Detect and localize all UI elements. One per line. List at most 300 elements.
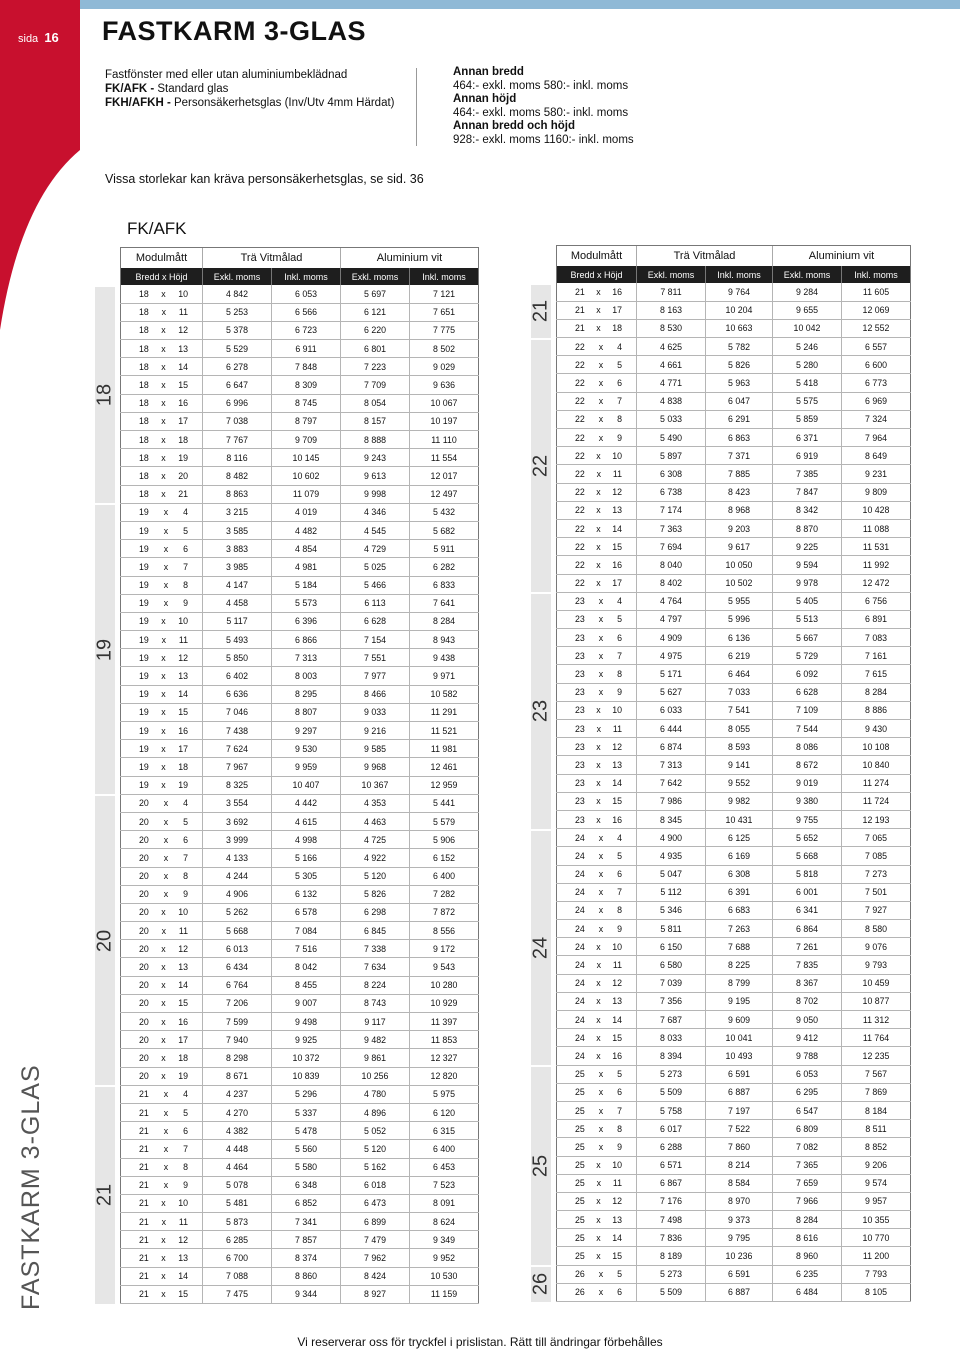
size-cell: 20 x 10 [121, 903, 203, 921]
tra-exkl-cell: 4 133 [203, 849, 272, 867]
tra-inkl-cell: 6 125 [706, 829, 773, 847]
size-cell: 24 x 14 [557, 1011, 637, 1029]
header-alu: Aluminium vit [341, 248, 479, 269]
size-cell: 25 x 6 [557, 1083, 637, 1101]
table-row [557, 901, 911, 919]
group-label: 24 [529, 936, 552, 959]
alu-inkl-cell: 8 556 [410, 922, 479, 940]
table-row [557, 920, 911, 938]
alu-exkl-cell: 6 801 [341, 340, 410, 358]
extra-price-info: Annan bredd 464:- exkl. moms 580:- inkl. moms Annan höjd 464:- exkl. moms 580:- inkl. moms Annan bredd och höjd 928:- exkl. moms 1160:- inkl. moms [453, 66, 634, 146]
alu-exkl-cell: 6 628 [341, 612, 410, 630]
tra-inkl-cell: 7 263 [706, 920, 773, 938]
tra-exkl-cell: 5 273 [637, 1265, 706, 1283]
alu-exkl-cell: 6 121 [341, 303, 410, 321]
tra-exkl-cell: 5 078 [203, 1176, 272, 1194]
table-row [121, 340, 479, 358]
table-row [121, 849, 479, 867]
alu-exkl-cell: 6 298 [341, 903, 410, 921]
size-cell: 22 x 11 [557, 465, 637, 483]
tra-inkl-cell: 5 782 [706, 338, 773, 356]
table-row [557, 319, 911, 337]
tra-exkl-cell: 5 897 [637, 447, 706, 465]
tra-exkl-cell: 6 444 [637, 720, 706, 738]
table-row [557, 610, 911, 628]
header-modulmatt: Modulmått [121, 248, 203, 269]
alu-inkl-cell: 12 472 [842, 574, 911, 592]
tra-inkl-cell: 8 042 [272, 958, 341, 976]
size-cell: 22 x 13 [557, 501, 637, 519]
tra-exkl-cell: 4 842 [203, 285, 272, 303]
tra-exkl-cell: 7 088 [203, 1267, 272, 1285]
size-cell: 21 x 17 [557, 301, 637, 319]
alu-inkl-cell: 9 957 [842, 1192, 911, 1210]
tra-inkl-cell: 8 797 [272, 412, 341, 430]
size-cell: 22 x 15 [557, 538, 637, 556]
table-row [121, 394, 479, 412]
tra-inkl-cell: 7 516 [272, 940, 341, 958]
tra-exkl-cell: 4 764 [637, 592, 706, 610]
alu-exkl-cell: 8 466 [341, 685, 410, 703]
size-cell: 21 x 16 [557, 283, 637, 301]
size-cell: 24 x 11 [557, 956, 637, 974]
alu-inkl-cell: 11 088 [842, 519, 911, 537]
size-cell: 22 x 6 [557, 374, 637, 392]
tra-exkl-cell: 5 509 [637, 1083, 706, 1101]
width-group [531, 1265, 551, 1301]
size-cell: 24 x 13 [557, 992, 637, 1010]
tra-exkl-cell: 6 580 [637, 956, 706, 974]
table-row [557, 683, 911, 701]
alu-exkl-cell: 4 729 [341, 540, 410, 558]
size-cell: 19 x 18 [121, 758, 203, 776]
tra-inkl-cell: 6 464 [706, 665, 773, 683]
tra-exkl-cell: 8 863 [203, 485, 272, 503]
alu-inkl-cell: 10 840 [842, 756, 911, 774]
tra-exkl-cell: 7 498 [637, 1211, 706, 1229]
size-cell: 21 x 8 [121, 1158, 203, 1176]
tra-inkl-cell: 6 132 [272, 885, 341, 903]
tra-inkl-cell: 8 860 [272, 1267, 341, 1285]
alu-exkl-cell: 6 018 [341, 1176, 410, 1194]
size-cell: 24 x 16 [557, 1047, 637, 1065]
tra-inkl-cell: 8 374 [272, 1249, 341, 1267]
table-row [121, 431, 479, 449]
tra-inkl-cell: 6 683 [706, 901, 773, 919]
alu-exkl-cell: 5 120 [341, 867, 410, 885]
tra-exkl-cell: 6 402 [203, 667, 272, 685]
alu-inkl-cell: 10 197 [410, 412, 479, 430]
divider [416, 68, 417, 146]
alu-exkl-cell: 7 966 [773, 1192, 842, 1210]
alu-exkl-cell: 4 896 [341, 1103, 410, 1121]
tra-inkl-cell: 10 431 [706, 810, 773, 828]
tra-inkl-cell: 10 236 [706, 1247, 773, 1265]
table-row [557, 1283, 911, 1301]
alu-exkl-cell: 6 547 [773, 1101, 842, 1119]
alu-inkl-cell: 9 809 [842, 483, 911, 501]
size-cell: 22 x 14 [557, 519, 637, 537]
footer-disclaimer: Vi reserverar oss för tryckfel i prislistan. Rätt till ändringar förbehålles [297, 1335, 663, 1349]
tra-inkl-cell: 5 560 [272, 1140, 341, 1158]
alu-exkl-cell: 4 353 [341, 794, 410, 812]
table-row [557, 283, 911, 301]
alu-inkl-cell: 6 969 [842, 392, 911, 410]
size-cell: 19 x 15 [121, 703, 203, 721]
alu-inkl-cell: 8 284 [842, 683, 911, 701]
group-label: 25 [529, 1154, 552, 1178]
alu-inkl-cell: 7 775 [410, 321, 479, 339]
alu-inkl-cell: 11 274 [842, 774, 911, 792]
tra-exkl-cell: 8 298 [203, 1049, 272, 1067]
table-row [557, 574, 911, 592]
alu-inkl-cell: 7 523 [410, 1176, 479, 1194]
tra-exkl-cell: 5 273 [637, 1065, 706, 1083]
size-cell: 18 x 17 [121, 412, 203, 430]
alu-inkl-cell: 12 959 [410, 776, 479, 794]
tra-exkl-cell: 7 940 [203, 1031, 272, 1049]
tra-exkl-cell: 8 530 [637, 319, 706, 337]
table-row [557, 1138, 911, 1156]
tra-inkl-cell: 4 019 [272, 503, 341, 521]
size-cell: 24 x 7 [557, 883, 637, 901]
tra-exkl-cell: 4 147 [203, 576, 272, 594]
tra-exkl-cell: 8 033 [637, 1029, 706, 1047]
table-row [121, 612, 479, 630]
tra-inkl-cell: 6 391 [706, 883, 773, 901]
alu-exkl-cell: 6 295 [773, 1083, 842, 1101]
alu-inkl-cell: 10 108 [842, 738, 911, 756]
alu-inkl-cell: 5 579 [410, 812, 479, 830]
alu-exkl-cell: 8 342 [773, 501, 842, 519]
header-bredd-hojd: Bredd x Höjd [557, 266, 637, 283]
table-row [121, 885, 479, 903]
size-cell: 19 x 16 [121, 722, 203, 740]
alu-inkl-cell: 11 110 [410, 431, 479, 449]
tra-inkl-cell: 9 373 [706, 1211, 773, 1229]
alu-exkl-cell: 9 117 [341, 1013, 410, 1031]
header-modulmatt: Modulmått [557, 246, 637, 267]
table-row [557, 1192, 911, 1210]
tra-exkl-cell: 5 509 [637, 1283, 706, 1301]
alu-exkl-cell: 4 346 [341, 503, 410, 521]
table-row [121, 667, 479, 685]
header-tra: Trä Vitmålad [637, 246, 773, 267]
tra-exkl-cell: 4 838 [637, 392, 706, 410]
table-row [557, 865, 911, 883]
alu-exkl-cell: 6 845 [341, 922, 410, 940]
alu-inkl-cell: 10 929 [410, 994, 479, 1012]
tra-exkl-cell: 5 481 [203, 1194, 272, 1212]
tra-inkl-cell: 4 442 [272, 794, 341, 812]
alu-inkl-cell: 7 083 [842, 629, 911, 647]
table-row [121, 649, 479, 667]
alu-inkl-cell: 11 159 [410, 1285, 479, 1303]
table-row [121, 1249, 479, 1267]
tra-exkl-cell: 5 346 [637, 901, 706, 919]
alu-exkl-cell: 8 616 [773, 1229, 842, 1247]
table-row [557, 1029, 911, 1047]
size-cell: 20 x 15 [121, 994, 203, 1012]
group-label: 18 [93, 384, 116, 407]
tra-inkl-cell: 9 709 [272, 431, 341, 449]
table-row [121, 1049, 479, 1067]
size-cell: 24 x 8 [557, 901, 637, 919]
alu-inkl-cell: 7 793 [842, 1265, 911, 1283]
alu-inkl-cell: 7 615 [842, 665, 911, 683]
tra-exkl-cell: 5 171 [637, 665, 706, 683]
tra-exkl-cell: 6 764 [203, 976, 272, 994]
header-alu: Aluminium vit [773, 246, 911, 267]
tra-exkl-cell: 5 758 [637, 1101, 706, 1119]
table-row [557, 829, 911, 847]
table-row [557, 1083, 911, 1101]
tra-inkl-cell: 9 552 [706, 774, 773, 792]
tra-inkl-cell: 8 225 [706, 956, 773, 974]
alu-inkl-cell: 5 906 [410, 831, 479, 849]
alu-inkl-cell: 11 312 [842, 1011, 911, 1029]
alu-inkl-cell: 8 886 [842, 701, 911, 719]
tra-exkl-cell: 8 345 [637, 810, 706, 828]
alu-exkl-cell: 9 284 [773, 283, 842, 301]
size-cell: 21 x 9 [121, 1176, 203, 1194]
size-cell: 18 x 13 [121, 340, 203, 358]
size-cell: 21 x 15 [121, 1285, 203, 1303]
alu-exkl-cell: 4 725 [341, 831, 410, 849]
alu-inkl-cell: 10 459 [842, 974, 911, 992]
size-cell: 18 x 18 [121, 431, 203, 449]
alu-exkl-cell: 6 919 [773, 447, 842, 465]
tra-exkl-cell: 4 771 [637, 374, 706, 392]
tra-exkl-cell: 5 117 [203, 612, 272, 630]
width-group [95, 285, 115, 503]
tra-inkl-cell: 5 580 [272, 1158, 341, 1176]
tra-exkl-cell: 7 313 [637, 756, 706, 774]
alu-inkl-cell: 10 770 [842, 1229, 911, 1247]
alu-inkl-cell: 12 235 [842, 1047, 911, 1065]
table-row [121, 467, 479, 485]
header-inkl: Inkl. moms [272, 268, 341, 285]
size-cell: 18 x 15 [121, 376, 203, 394]
alu-inkl-cell: 6 282 [410, 558, 479, 576]
tra-exkl-cell: 3 554 [203, 794, 272, 812]
table-row [557, 992, 911, 1010]
alu-exkl-cell: 8 224 [341, 976, 410, 994]
size-cell: 22 x 8 [557, 410, 637, 428]
table-row [557, 301, 911, 319]
header-exkl: Exkl. moms [203, 268, 272, 285]
tra-inkl-cell: 6 219 [706, 647, 773, 665]
tra-exkl-cell: 4 237 [203, 1085, 272, 1103]
table-row [121, 1140, 479, 1158]
tra-inkl-cell: 10 663 [706, 319, 773, 337]
tra-exkl-cell: 5 668 [203, 922, 272, 940]
tra-exkl-cell: 6 636 [203, 685, 272, 703]
alu-exkl-cell: 5 668 [773, 847, 842, 865]
size-cell: 20 x 13 [121, 958, 203, 976]
tra-exkl-cell: 6 308 [637, 465, 706, 483]
alu-inkl-cell: 12 327 [410, 1049, 479, 1067]
alu-inkl-cell: 11 397 [410, 1013, 479, 1031]
alu-exkl-cell: 6 371 [773, 429, 842, 447]
tra-inkl-cell: 7 522 [706, 1120, 773, 1138]
tra-inkl-cell: 9 297 [272, 722, 341, 740]
alu-exkl-cell: 7 634 [341, 958, 410, 976]
tra-inkl-cell: 10 372 [272, 1049, 341, 1067]
table-row [557, 774, 911, 792]
tra-inkl-cell: 7 084 [272, 922, 341, 940]
tra-exkl-cell: 6 700 [203, 1249, 272, 1267]
tra-exkl-cell: 5 627 [637, 683, 706, 701]
price-table-right [556, 245, 911, 1302]
alu-exkl-cell: 4 922 [341, 849, 410, 867]
size-cell: 20 x 16 [121, 1013, 203, 1031]
alu-inkl-cell: 9 543 [410, 958, 479, 976]
table-row [121, 540, 479, 558]
alu-exkl-cell: 7 709 [341, 376, 410, 394]
group-label: 20 [93, 929, 116, 952]
table-row [121, 358, 479, 376]
alu-exkl-cell: 9 033 [341, 703, 410, 721]
tra-exkl-cell: 7 438 [203, 722, 272, 740]
tra-exkl-cell: 8 163 [637, 301, 706, 319]
tra-exkl-cell: 7 176 [637, 1192, 706, 1210]
table-row [557, 1247, 911, 1265]
tra-inkl-cell: 7 688 [706, 938, 773, 956]
alu-exkl-cell: 6 899 [341, 1213, 410, 1231]
alu-inkl-cell: 8 580 [842, 920, 911, 938]
tra-inkl-cell: 10 502 [706, 574, 773, 592]
size-cell: 22 x 5 [557, 356, 637, 374]
alu-inkl-cell: 9 349 [410, 1231, 479, 1249]
tra-inkl-cell: 9 344 [272, 1285, 341, 1303]
tra-inkl-cell: 4 482 [272, 521, 341, 539]
table-row [557, 810, 911, 828]
alu-exkl-cell: 9 861 [341, 1049, 410, 1067]
tra-exkl-cell: 6 738 [637, 483, 706, 501]
alu-exkl-cell: 7 082 [773, 1138, 842, 1156]
alu-exkl-cell: 7 365 [773, 1156, 842, 1174]
group-label: 19 [93, 638, 116, 661]
alu-exkl-cell: 6 001 [773, 883, 842, 901]
tra-inkl-cell: 8 295 [272, 685, 341, 703]
table-row [557, 592, 911, 610]
tra-exkl-cell: 6 874 [637, 738, 706, 756]
tra-exkl-cell: 8 482 [203, 467, 272, 485]
size-cell: 20 x 8 [121, 867, 203, 885]
alu-exkl-cell: 5 652 [773, 829, 842, 847]
alu-inkl-cell: 10 530 [410, 1267, 479, 1285]
alu-exkl-cell: 9 216 [341, 722, 410, 740]
tra-inkl-cell: 6 887 [706, 1083, 773, 1101]
size-cell: 24 x 9 [557, 920, 637, 938]
alu-inkl-cell: 8 502 [410, 340, 479, 358]
table-row [557, 756, 911, 774]
table-row [557, 629, 911, 647]
safety-glass-note: Vissa storlekar kan kräva personsäkerhetsglas, se sid. 36 [105, 172, 424, 186]
tra-exkl-cell: 4 382 [203, 1122, 272, 1140]
alu-inkl-cell: 11 764 [842, 1029, 911, 1047]
table-row [121, 576, 479, 594]
table-row [121, 1085, 479, 1103]
alu-inkl-cell: 6 600 [842, 356, 911, 374]
table-row [557, 1011, 911, 1029]
alu-inkl-cell: 11 521 [410, 722, 479, 740]
size-cell: 19 x 6 [121, 540, 203, 558]
group-label: 22 [529, 454, 552, 477]
size-cell: 21 x 10 [121, 1194, 203, 1212]
alu-inkl-cell: 10 355 [842, 1211, 911, 1229]
tra-inkl-cell: 6 348 [272, 1176, 341, 1194]
size-cell: 24 x 12 [557, 974, 637, 992]
alu-exkl-cell: 10 042 [773, 319, 842, 337]
alu-inkl-cell: 6 557 [842, 338, 911, 356]
alu-exkl-cell: 5 052 [341, 1122, 410, 1140]
alu-exkl-cell: 8 870 [773, 519, 842, 537]
alu-exkl-cell: 7 385 [773, 465, 842, 483]
alu-exkl-cell: 7 223 [341, 358, 410, 376]
size-cell: 20 x 9 [121, 885, 203, 903]
tra-inkl-cell: 8 745 [272, 394, 341, 412]
alu-exkl-cell: 7 659 [773, 1174, 842, 1192]
table-row [557, 938, 911, 956]
tra-exkl-cell: 4 975 [637, 647, 706, 665]
tra-inkl-cell: 9 617 [706, 538, 773, 556]
tra-exkl-cell: 8 671 [203, 1067, 272, 1085]
page-number: sida 16 [18, 30, 59, 45]
alu-exkl-cell: 5 162 [341, 1158, 410, 1176]
table-row [121, 1176, 479, 1194]
tra-exkl-cell: 3 999 [203, 831, 272, 849]
table-row [557, 1211, 911, 1229]
tra-inkl-cell: 6 396 [272, 612, 341, 630]
tra-inkl-cell: 7 033 [706, 683, 773, 701]
alu-inkl-cell: 6 891 [842, 610, 911, 628]
tra-exkl-cell: 5 873 [203, 1213, 272, 1231]
alu-exkl-cell: 8 743 [341, 994, 410, 1012]
tra-exkl-cell: 7 039 [637, 974, 706, 992]
alu-inkl-cell: 7 324 [842, 410, 911, 428]
tra-exkl-cell: 5 529 [203, 340, 272, 358]
tra-exkl-cell: 7 046 [203, 703, 272, 721]
alu-inkl-cell: 11 531 [842, 538, 911, 556]
alu-exkl-cell: 5 513 [773, 610, 842, 628]
alu-exkl-cell: 7 109 [773, 701, 842, 719]
size-cell: 25 x 8 [557, 1120, 637, 1138]
table-row [121, 1067, 479, 1085]
tra-exkl-cell: 8 402 [637, 574, 706, 592]
width-group [95, 503, 115, 794]
alu-inkl-cell: 11 853 [410, 1031, 479, 1049]
table-row [121, 740, 479, 758]
table-row [557, 1265, 911, 1283]
table-row [121, 794, 479, 812]
alu-exkl-cell: 9 613 [341, 467, 410, 485]
alu-exkl-cell: 9 019 [773, 774, 842, 792]
table-row [557, 847, 911, 865]
tra-exkl-cell: 7 694 [637, 538, 706, 556]
table-row [121, 1013, 479, 1031]
alu-inkl-cell: 12 497 [410, 485, 479, 503]
alu-exkl-cell: 7 847 [773, 483, 842, 501]
alu-exkl-cell: 6 220 [341, 321, 410, 339]
tra-inkl-cell: 9 764 [706, 283, 773, 301]
tra-inkl-cell: 6 136 [706, 629, 773, 647]
tra-exkl-cell: 8 325 [203, 776, 272, 794]
size-cell: 21 x 12 [121, 1231, 203, 1249]
product-description: Fastfönster med eller utan aluminiumbeklädnad FK/AFK - Standard glas FKH/AFKH - Personsäkerhetsglas (Inv/Utv 4mm Härdat) [105, 69, 395, 109]
tra-inkl-cell: 8 455 [272, 976, 341, 994]
